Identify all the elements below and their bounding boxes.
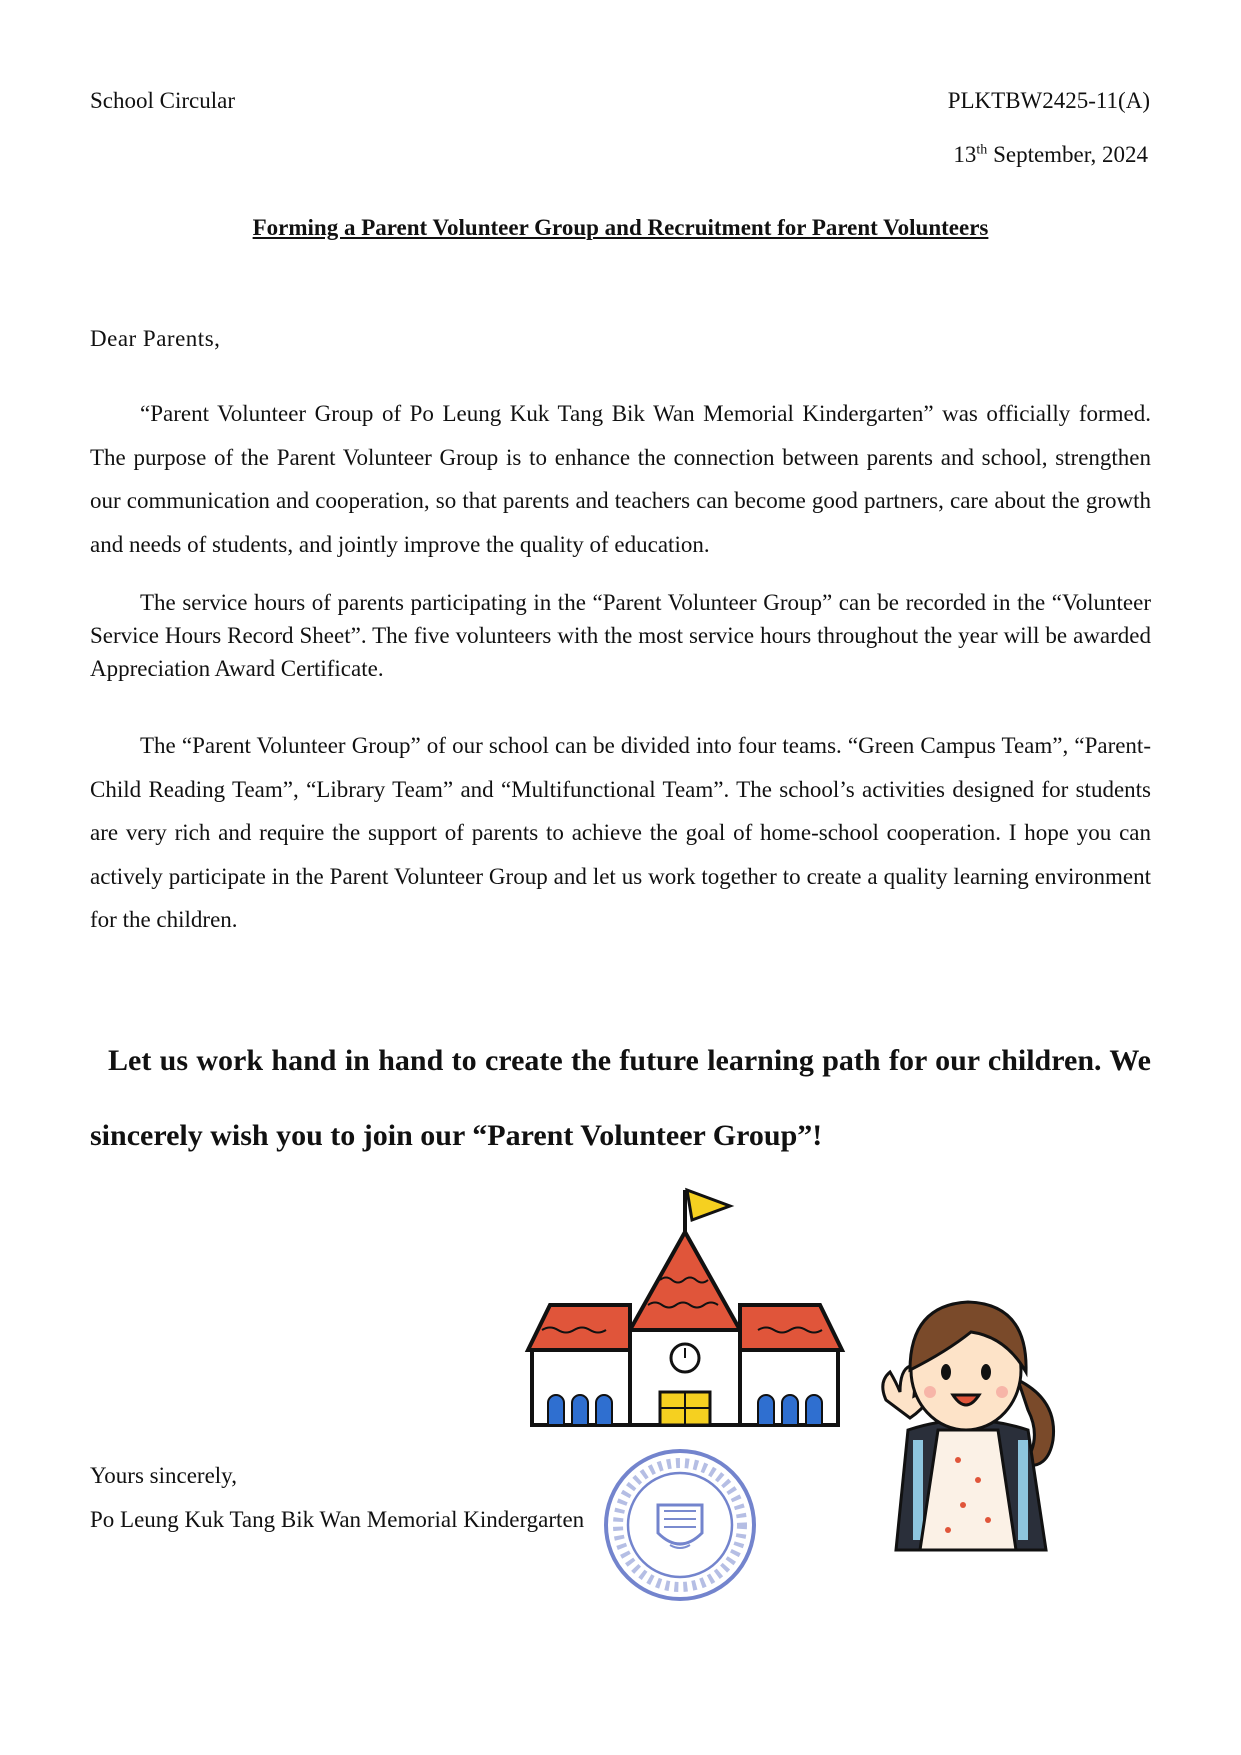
date-day: 13 — [953, 142, 977, 167]
school-building-icon — [520, 1170, 850, 1445]
circular-label: School Circular — [90, 88, 235, 113]
waving-girl-icon — [868, 1280, 1078, 1555]
reference-number: PLKTBW2425-11(A) — [947, 88, 1150, 113]
salutation: Dear Parents, — [90, 326, 221, 351]
body-paragraph-purpose: “Parent Volunteer Group of Po Leung Kuk Tang Bik Wan Memorial Kindergarten” was officially formed. The purpose of the Parent Volunteer Group is to enhance the connection between parents and school, strengthen our communication and cooperation, so that parents and teachers can become good partners, care about the growth and needs of students, and jointly improve the quality of education. — [90, 401, 1151, 557]
body-paragraph-service-hours: The service hours of parents participating in the “Parent Volunteer Group” can be recorded in the “Volunteer Service Hours Record Sheet”. The five volunteers with the most service hours throughout the year will be awarded Appreciation Award Certificate. — [90, 590, 1151, 681]
circular-date — [953, 142, 1148, 168]
closing-line: Yours sincerely, — [90, 1463, 237, 1488]
date-rest: September, 2024 — [987, 142, 1148, 167]
body-paragraph-teams: The “Parent Volunteer Group” of our school can be divided into four teams. “Green Campus Team”, “Parent-Child Reading Team”, “Library Team” and “Multifunctional Team”. The school’s activities designed for students are very rich and require the support of parents to achieve the goal of home-school cooperation. I hope you can actively participate in the Parent Volunteer Group and let us work together to create a quality learning environment for the children. — [90, 733, 1151, 932]
school-signoff: Po Leung Kuk Tang Bik Wan Memorial Kindergarten — [90, 1507, 585, 1532]
date-suffix: th — [976, 142, 988, 158]
school-seal-icon — [600, 1445, 760, 1605]
circular-title: Forming a Parent Volunteer Group and Recruitment for Parent Volunteers — [252, 215, 989, 240]
slogan: Let us work hand in hand to create the future learning path for our children. We sincerely wish you to join our “Parent Volunteer Group”! — [90, 1044, 1151, 1152]
